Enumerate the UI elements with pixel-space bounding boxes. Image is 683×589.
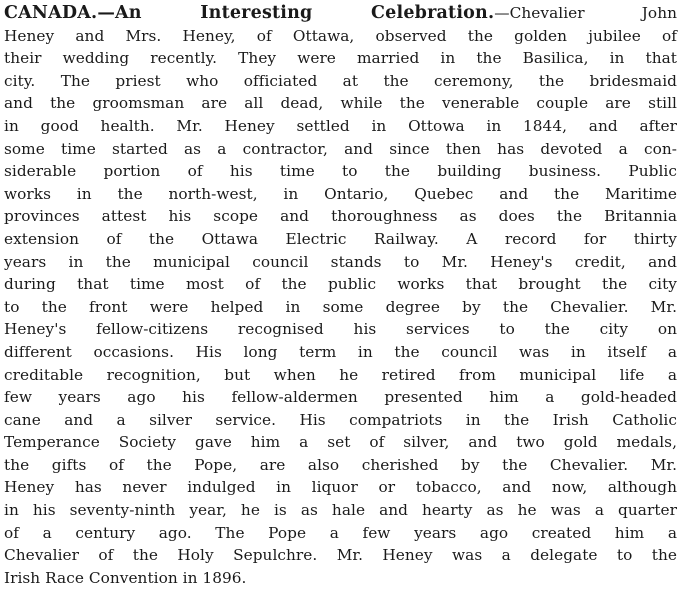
article-line: siderable portion of his time to the building business. Public (4, 162, 677, 181)
article-line: Heney has never indulged in liquor or tobacco, and now, although (4, 478, 677, 497)
article-line: Temperance Society gave him a set of silver, and two gold medals, (4, 433, 677, 452)
article-line: city. The priest who officiated at the ceremony, the bridesmaid (4, 71, 677, 90)
article-line: some time started as a contractor, and since then has devoted a con- (4, 139, 677, 158)
article-line: few years ago his fellow-aldermen presented him a gold-headed (4, 388, 677, 407)
article-line: in his seventy-ninth year, he is as hale and hearty as he was a quarter (4, 501, 677, 520)
article-line: Chevalier of the Holy Sepulchre. Mr. Heney was a delegate to the (4, 546, 677, 565)
article-line: Heney and Mrs. Heney, of Ottawa, observed the golden jubilee of (4, 26, 677, 45)
article-line: extension of the Ottawa Electric Railway. A record for thirty (4, 229, 677, 248)
article-line: different occasions. His long term in the council was in itself a (4, 342, 677, 361)
article-line: provinces attest his scope and thoroughness as does the Britannia (4, 207, 677, 226)
article-line-last: Irish Race Convention in 1896. (4, 568, 247, 587)
article-line: of a century ago. The Pope a few years ago created him a (4, 523, 677, 542)
article-lead-text: —Chevalier John (494, 4, 677, 22)
article-line: creditable recognition, but when he retired from municipal life a (4, 365, 677, 384)
article-line: the gifts of the Pope, are also cherished by the Chevalier. Mr. (4, 455, 677, 474)
article-headline: CANADA.—An Interesting Celebration. (4, 3, 495, 23)
article-line: to the front were helped in some degree by the Chevalier. Mr. (4, 297, 677, 316)
article-line: Heney's fellow-citizens recognised his services to the city on (4, 320, 677, 339)
article-line: cane and a silver service. His compatriots in the Irish Catholic (4, 410, 677, 429)
article-line: during that time most of the public works that brought the city (4, 275, 677, 294)
article-line: and the groomsman are all dead, while the venerable couple are still (4, 94, 677, 113)
article-first-line (4, 2, 677, 25)
article-line: in good health. Mr. Heney settled in Ottowa in 1844, and after (4, 116, 677, 135)
article-line: years in the municipal council stands to Mr. Heney's credit, and (4, 252, 677, 271)
article-line: their wedding recently. They were married in the Basilica, in that (4, 49, 677, 68)
article-line: works in the north-west, in Ontario, Quebec and the Maritime (4, 184, 677, 203)
